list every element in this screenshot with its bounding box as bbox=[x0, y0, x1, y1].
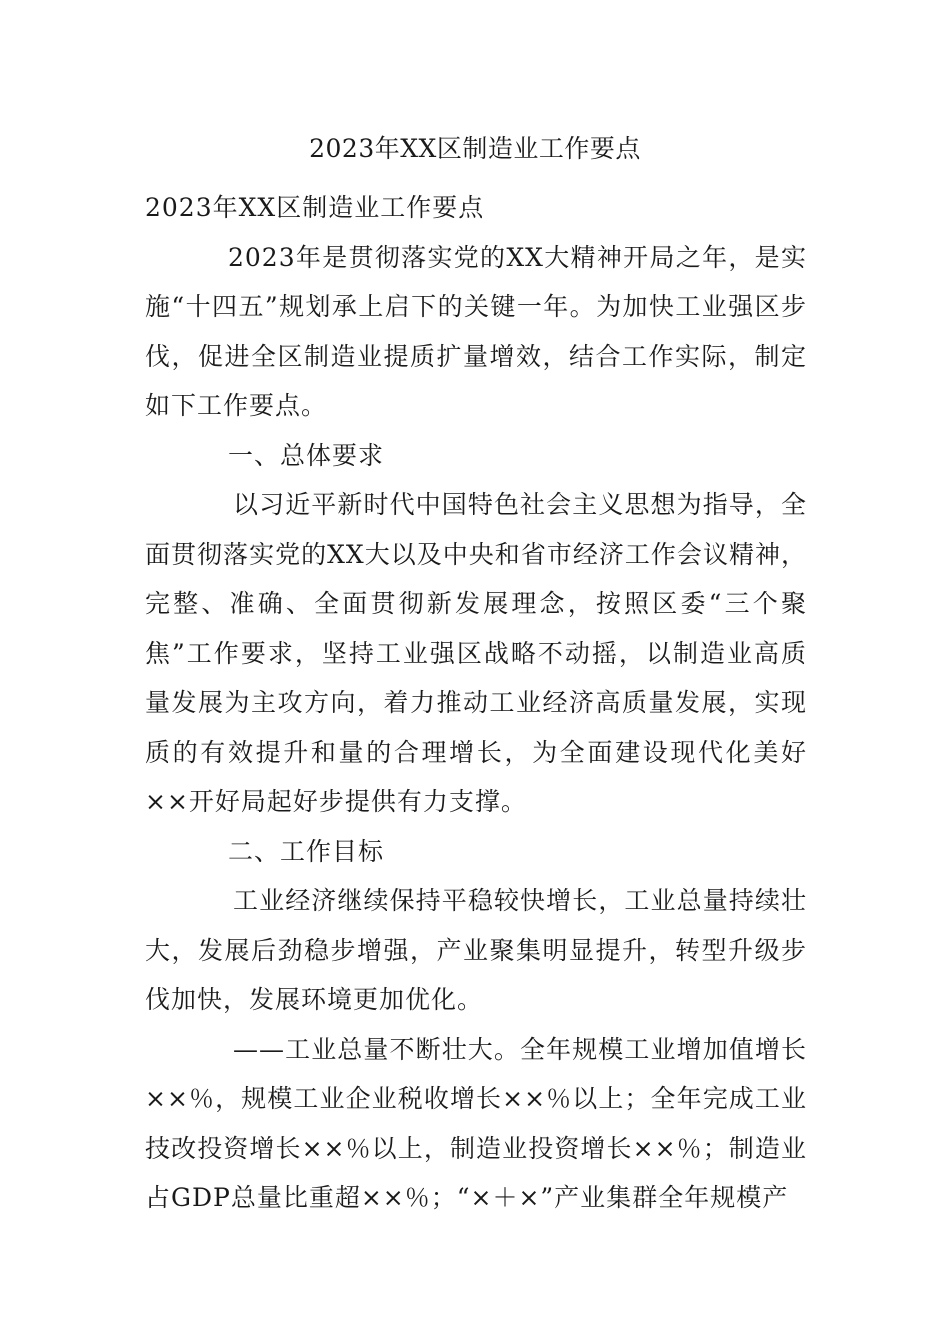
overall-requirements-paragraph: 以习近平新时代中国特色社会主义思想为指导，全面贯彻落实党的XX大以及中央和省市经济工作会议精神，完整、准确、全面贯彻新发展理念，按照区委“三个聚焦”工作要求，坚持工业强区战略不动摇，以制造业高质量发展为主攻方向，着力推动工业经济高质量发展，实现质的有效提升和量的合理增长，为全面建设现代化美好××开好局起好步提供有力支撑。 bbox=[145, 490, 807, 816]
section-heading-overall-requirements: 一、总体要求 bbox=[228, 440, 385, 470]
document-body bbox=[145, 183, 807, 1223]
section-heading-work-goals: 二、工作目标 bbox=[228, 836, 385, 866]
goal-item-industrial-scale: ——工业总量不断壮大。全年规模工业增加值增长××％，规模工业企业税收增长××％以上；全年完成工业技改投资增长××％以上，制造业投资增长××％；制造业占GDP总量比重超××％；“×＋×”产业集群全年规模产 bbox=[145, 1034, 807, 1212]
work-goals-paragraph: 工业经济继续保持平稳较快增长，工业总量持续壮大，发展后劲稳步增强，产业聚集明显提升，转型升级步伐加快，发展环境更加优化。 bbox=[145, 886, 807, 1014]
document-subtitle: 2023年XX区制造业工作要点 bbox=[145, 193, 485, 222]
intro-paragraph: 2023年是贯彻落实党的XX大精神开局之年，是实施“十四五”规划承上启下的关键一年。为加快工业强区步伐，促进全区制造业提质扩量增效，结合工作实际，制定如下工作要点。 bbox=[145, 242, 807, 420]
document-title: 2023年XX区制造业工作要点 bbox=[309, 134, 641, 163]
